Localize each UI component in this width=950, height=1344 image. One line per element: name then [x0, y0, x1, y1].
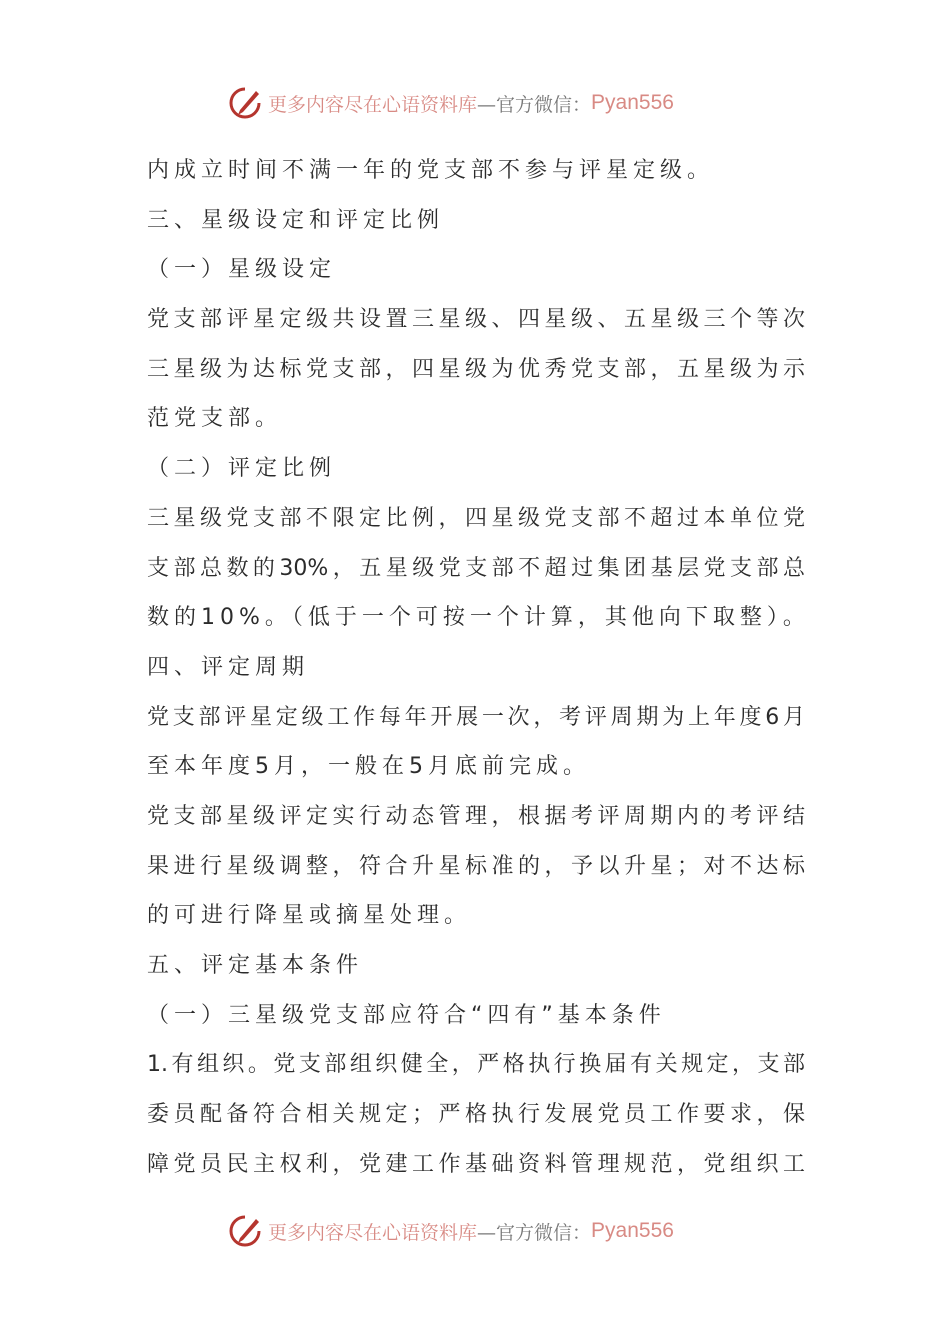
text-line: 四、评定周期	[147, 654, 310, 680]
watermark-wechat-label: —官方微信：	[477, 1221, 592, 1244]
text-line: 三、星级设定和评定比例	[147, 207, 445, 233]
text-line: 的可进行降星或摘星处理。	[147, 903, 472, 929]
document-body	[147, 146, 810, 1189]
watermark-wechat-label: —官方微信：	[477, 93, 592, 116]
text-line: 内成立时间不满一年的党支部不参与评星定级。	[147, 158, 715, 183]
pen-logo-icon	[228, 1214, 262, 1248]
watermark-text: 更多内容尽在心语资料库	[268, 1221, 478, 1244]
pen-logo-icon	[228, 86, 262, 120]
text-line: 委员配备符合相关规定；严格执行发展党员工作要求，保	[147, 1102, 805, 1128]
text-line: 党支部评星定级共设置三星级、四星级、五星级三个等次	[147, 307, 805, 333]
text-line: （二）评定比例	[147, 456, 337, 482]
text-line: 三星级党支部不限定比例，四星级党支部不超过本单位党	[147, 505, 805, 531]
text-line: 党支部评星定级工作每年开展一次，考评周期为上年度6月	[147, 704, 805, 730]
text-line: 范党支部。	[147, 406, 283, 432]
header-watermark	[228, 83, 674, 123]
watermark-wechat-id: Pyan556	[591, 1219, 674, 1242]
text-line: 数的10%。（低于一个可按一个计算，其他向下取整）。	[147, 605, 810, 631]
text-line: 三星级为达标党支部，四星级为优秀党支部，五星级为示	[147, 356, 805, 382]
text-line: 果进行星级调整，符合升星标准的，予以升星；对不达标	[147, 853, 805, 879]
footer-watermark	[228, 1211, 674, 1251]
text-line: 障党员民主权利，党建工作基础资料管理规范，党组织工	[147, 1151, 805, 1177]
watermark-text: 更多内容尽在心语资料库	[268, 93, 478, 116]
text-line: 1.有组织。党支部组织健全，严格执行换届有关规定，支部	[147, 1052, 805, 1078]
text-line: 五、评定基本条件	[147, 953, 364, 978]
watermark-wechat-id: Pyan556	[591, 91, 674, 114]
text-line: （一）三星级党支部应符合“四有”基本条件	[147, 1002, 666, 1028]
text-line: 支部总数的30%，五星级党支部不超过集团基层党支部总	[147, 555, 805, 581]
text-line: 党支部星级评定实行动态管理，根据考评周期内的考评结	[147, 803, 805, 829]
text-line: 至本年度5月，一般在5月底前完成。	[147, 754, 590, 780]
text-line: （一）星级设定	[147, 257, 337, 283]
